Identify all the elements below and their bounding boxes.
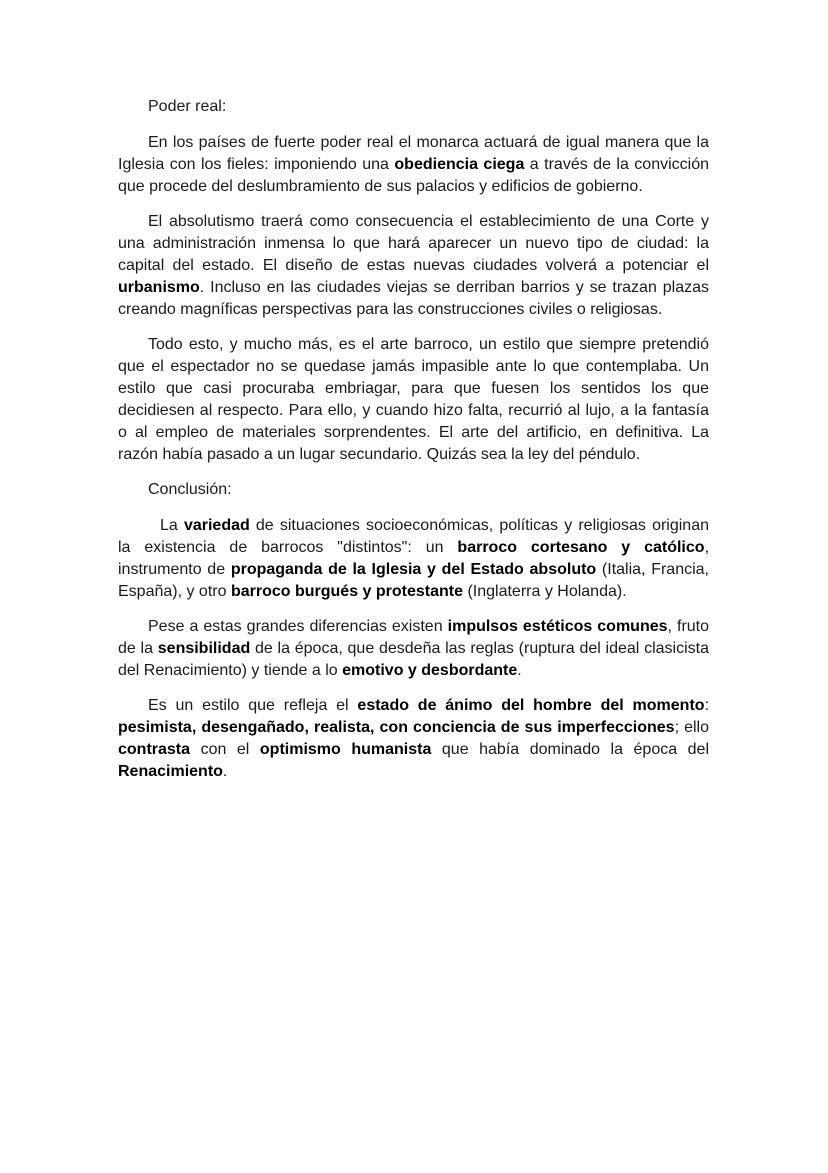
text-run: . Incluso en las ciudades viejas se derriban barrios y se trazan plazas creando magníficas perspectivas para las construcciones civiles o religiosas. <box>118 279 709 318</box>
bold-text: emotivo y desbordante <box>342 662 518 679</box>
paragraph <box>118 334 709 466</box>
bold-text: propaganda de la Iglesia y del Estado absoluto <box>230 561 597 578</box>
bold-text: impulsos estéticos comunes <box>447 618 668 635</box>
bold-text: optimismo humanista <box>259 741 432 758</box>
text-run: En los países de fuerte poder real el monarca actuará de igual manera que la Iglesia con los fieles: imponiendo una <box>118 134 709 173</box>
bold-text: Renacimiento <box>118 763 223 780</box>
text-run: La <box>160 517 184 534</box>
text-run: : <box>704 697 710 714</box>
text-run: ; ello <box>674 719 709 736</box>
bold-text: pesimista, desengañado, realista, con conciencia de sus imperfecciones <box>118 719 675 736</box>
section-heading <box>118 479 709 501</box>
text-run: El absolutismo traerá como consecuencia el establecimiento de una Corte y una administración inmensa lo que hará aparecer un nuevo tipo de ciudad: la capital del estado. El diseño de estas nuevas ciudades volverá a potenciar el <box>118 213 709 274</box>
text-run: . <box>517 662 522 679</box>
text-run: Poder real: <box>148 98 227 115</box>
bold-text: sensibilidad <box>157 640 251 657</box>
paragraph <box>118 695 709 783</box>
text-run: de la época, que desdeña las reglas (ruptura del ideal clasicista del Renacimiento) y tiende a lo <box>118 640 710 679</box>
text-run: Pese a estas grandes diferencias existen <box>148 618 448 635</box>
bold-text: estado de ánimo del hombre del momento <box>357 697 705 714</box>
text-run: , instrumento de <box>118 539 710 578</box>
bold-text: variedad <box>183 517 250 534</box>
bold-text: contrasta <box>118 741 191 758</box>
text-run: , fruto de la <box>118 618 710 657</box>
bold-text: urbanismo <box>118 279 200 296</box>
paragraph <box>118 211 709 321</box>
paragraph <box>118 515 709 603</box>
text-run: Todo esto, y mucho más, es el arte barroco, un estilo que siempre pretendió que el espectador no se quedase jamás impasible ante lo que contemplaba. Un estilo que casi procuraba embriagar, para que fuesen los sentidos los que decidiesen al respecto. Para ello, y cuando hizo falta, recurrió al lujo, a la fantasía o al empleo de materiales sorprendentes. El arte del artificio, en definitiva. La razón había pasado a un lugar secundario. Quizás sea la ley del péndulo. <box>118 336 709 463</box>
text-run: . <box>222 763 228 780</box>
document-page <box>118 96 709 796</box>
bold-text: obediencia ciega <box>394 156 525 173</box>
text-run: a través de la convicción que procede del deslumbramiento de sus palacios y edificios de gobierno. <box>118 156 710 195</box>
bold-text: barroco burgués y protestante <box>230 583 463 600</box>
text-run: (Italia, Francia, España), y otro <box>118 561 709 600</box>
text-run: (Inglaterra y Holanda). <box>463 583 627 600</box>
text-run: de situaciones socioeconómicas, políticas y religiosas originan la existencia de barrocos "distintos": un <box>118 517 710 556</box>
text-run: que había dominado la época del <box>431 741 709 758</box>
text-run: Es un estilo que refleja el <box>148 697 358 714</box>
text-run: con el <box>190 741 260 758</box>
bold-text: barroco cortesano y católico <box>457 539 705 556</box>
paragraph <box>118 616 709 682</box>
text-run: Conclusión: <box>148 481 232 498</box>
section-heading <box>118 96 709 118</box>
paragraph <box>118 132 709 198</box>
